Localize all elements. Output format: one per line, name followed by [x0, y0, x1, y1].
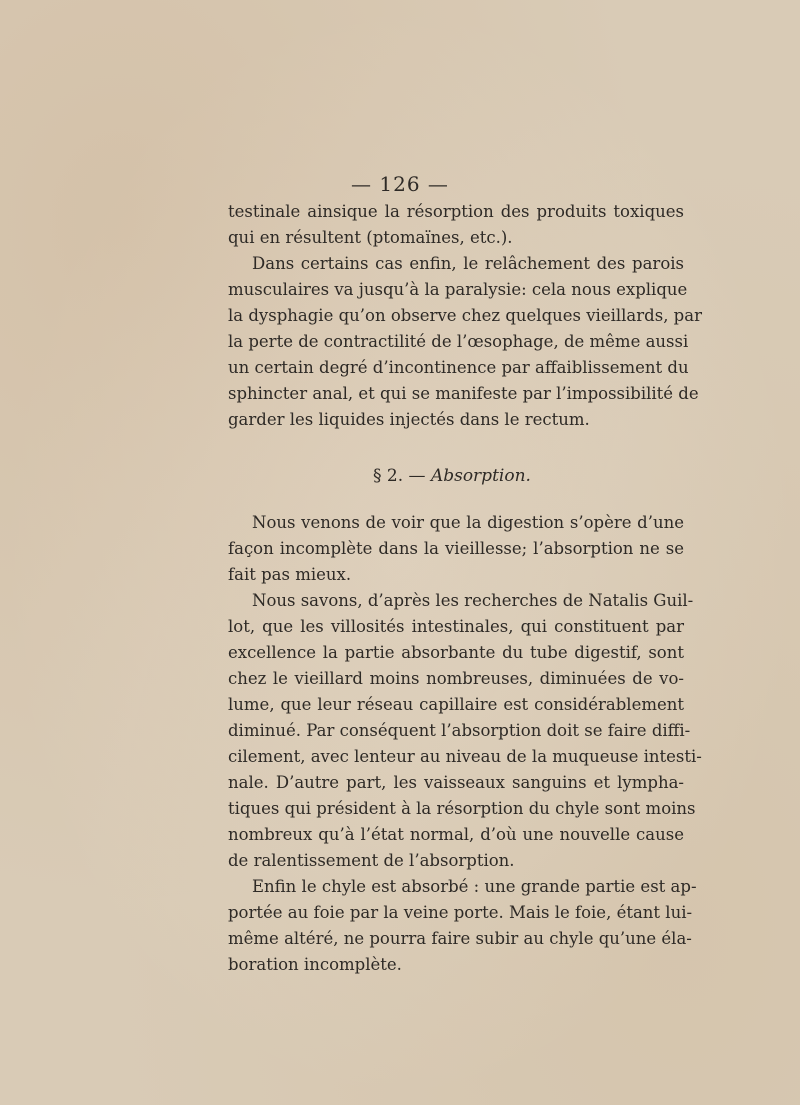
text-line: façon incomplète dans la vieillesse; l’absorption ne se: [228, 539, 684, 558]
paragraph-block-2: [228, 510, 702, 978]
text-line: de ralentissement de l’absorption.: [228, 851, 515, 870]
text-line: diminué. Par conséquent l’absorption doit se faire diffi-: [228, 721, 691, 740]
text-line: nale. D’autre part, les vaisseaux sanguins et lympha-: [228, 773, 684, 792]
text-line: cilement, avec lenteur au niveau de la muqueuse intesti-: [228, 747, 702, 766]
text-line: tiques qui président à la résorption du chyle sont moins: [228, 799, 696, 818]
text-line: la dysphagie qu’on observe chez quelques vieillards, par: [228, 306, 702, 325]
text-line: chez le vieillard moins nombreuses, diminuées de vo-: [228, 669, 684, 688]
section-number: § 2. —: [373, 466, 426, 486]
page-number: — 126 —: [351, 172, 449, 196]
text-line: fait pas mieux.: [228, 565, 352, 584]
section-heading: [373, 466, 531, 486]
text-line: Nous savons, d’après les recherches de Natalis Guil-: [252, 591, 694, 610]
text-line: garder les liquides injectés dans le rectum.: [228, 410, 590, 429]
text-line: lot, que les villosités intestinales, qui constituent par: [228, 617, 684, 636]
text-line: nombreux qu’à l’état normal, d’où une nouvelle cause: [228, 825, 684, 844]
text-line: Nous venons de voir que la digestion s’opère d’une: [252, 513, 684, 532]
text-line: qui en résultent (ptomaïnes, etc.).: [228, 228, 513, 247]
text-line: portée au foie par la veine porte. Mais le foie, étant lui-: [228, 903, 693, 922]
section-title: Absorption.: [430, 466, 531, 486]
text-line: un certain degré d’incontinence par affaiblissement du: [228, 358, 689, 377]
text-line: sphincter anal, et qui se manifeste par l’impossibilité de: [228, 384, 699, 403]
text-line: Enfin le chyle est absorbé : une grande partie est ap-: [252, 877, 697, 896]
text-line: même altéré, ne pourra faire subir au chyle qu’une éla-: [228, 929, 692, 948]
text-line: Dans certains cas enfin, le relâchement des parois: [252, 254, 684, 273]
paragraph-block-1: [228, 199, 702, 433]
text-line: la perte de contractilité de l’œsophage, de même aussi: [228, 332, 689, 351]
text-line: boration incomplète.: [228, 955, 402, 974]
text-line: musculaires va jusqu’à la paralysie: cela nous explique: [228, 280, 688, 299]
text-line: testinale ainsique la résorption des produits toxiques: [228, 202, 684, 221]
text-line: excellence la partie absorbante du tube digestif, sont: [228, 643, 684, 662]
text-line: lume, que leur réseau capillaire est considérablement: [228, 695, 684, 714]
